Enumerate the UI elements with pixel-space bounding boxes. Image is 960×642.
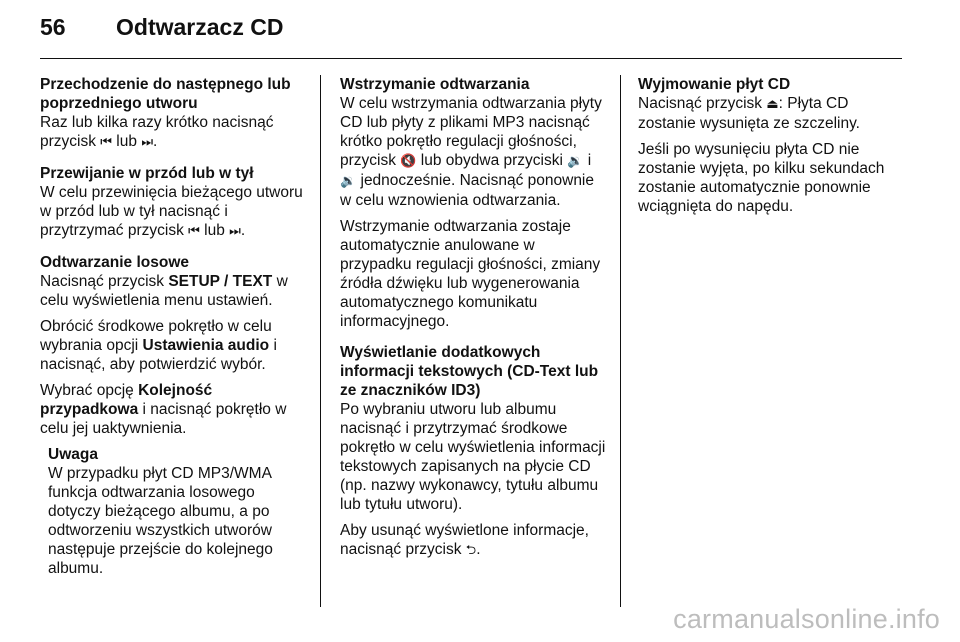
section-additional-text-info: [340, 343, 608, 560]
section-heading: Przechodzenie do następnego lub poprzedniego utworu: [40, 76, 291, 112]
note-text: W przypadku płyt CD MP3/WMA funkcja odtwarzania losowego dotyczy bieżącego albumu, a po odtworzeniu wszystkich utworów następuje przejście do kolejnego albumu.: [48, 465, 273, 577]
text: lub: [112, 133, 142, 150]
text: Nacisnąć przycisk: [40, 273, 169, 290]
text: lub: [199, 222, 230, 239]
text: Aby usunąć wyświetlone informacje, nacisnąć przycisk: [340, 522, 589, 558]
text: Obrócić środkowe pokrętło w celu wybrania opcji: [40, 318, 272, 354]
text: Nacisnąć przycisk: [638, 95, 767, 112]
text: i: [583, 152, 592, 169]
column-2: [340, 75, 608, 572]
volume-icon: 🔉: [567, 154, 584, 169]
section-fast-forward-rewind: [40, 164, 306, 241]
note-heading: Uwaga: [48, 446, 98, 463]
skip-back-icon: ⏮: [100, 135, 112, 150]
paragraph: [40, 272, 306, 310]
skip-back-icon: ⏮: [188, 224, 200, 239]
text: .: [240, 222, 246, 239]
column-divider-1: [320, 75, 321, 607]
paragraph: [340, 94, 608, 210]
text: i nacisnąć pokrętło w celu jej uaktywnienia.: [40, 401, 287, 437]
section-eject-cd: [638, 75, 902, 216]
paragraph: [638, 94, 902, 133]
skip-forward-icon: ⏭: [141, 135, 154, 150]
section-heading: Odtwarzanie losowe: [40, 254, 190, 271]
paragraph: [40, 317, 306, 374]
paragraph: [40, 113, 306, 152]
text: lub obydwa przyciski: [416, 152, 568, 169]
header-divider: [40, 58, 902, 59]
section-heading: Wyświetlanie dodatkowych informacji tekstowych (CD-Text lub ze znaczników ID3): [340, 344, 599, 399]
column-divider-2: [620, 75, 621, 607]
section-pause-playback: [340, 75, 608, 331]
paragraph: Po wybraniu utworu lub albumu nacisnąć i przytrzymać środkowe pokrętło w celu wyświetlenia informacji tekstowych zapisanych na płycie CD (np. nazwy wykonawcy, tytułu albumu lub tytułu utworu).: [340, 401, 606, 513]
setup-text-button-label: SETUP / TEXT: [168, 273, 273, 290]
section-next-previous-track: [40, 75, 306, 152]
back-icon: ⮌: [465, 543, 477, 558]
text: Wybrać opcję: [40, 382, 139, 399]
column-1: [40, 75, 306, 590]
column-3: [638, 75, 902, 228]
skip-forward-icon: ⏭: [229, 224, 241, 239]
note-box: [48, 445, 306, 578]
audio-settings-option: Ustawienia audio: [142, 337, 270, 354]
section-heading: Wyjmowanie płyt CD: [638, 76, 791, 93]
mute-icon: 🔇: [400, 154, 417, 169]
text: w celu wyświetlenia menu ustawień.: [40, 273, 288, 309]
section-heading: Wstrzymanie odtwarzania: [340, 76, 530, 93]
text: W celu wstrzymania odtwarzania płyty CD lub płyty z plikami MP3 nacisnąć krótko pokrętło regulacji głośności, przycisk: [340, 95, 602, 169]
random-order-option: Kolejność przypadkowa: [40, 382, 213, 418]
watermark: carmanualsonline.info: [673, 604, 940, 634]
paragraph: Wstrzymanie odtwarzania zostaje automatycznie anulowane w przypadku regulacji głośności, zmiany źródła dźwięku lub wygenerowania automatycznego komunikatu informacyjnego.: [340, 218, 601, 330]
paragraph: [40, 183, 306, 241]
text: .: [153, 133, 158, 150]
page-title: Odtwarzacz CD: [116, 14, 284, 40]
paragraph: Jeśli po wysunięciu płyta CD nie zostanie wyjęta, po kilku sekundach zostanie automatycznie ponownie wciągnięta do napędu.: [638, 141, 885, 215]
text: : Płyta CD zostanie wysunięta ze szczeliny.: [638, 95, 860, 132]
text: jednocześnie. Nacisnąć ponownie w celu wznowienia odtwarzania.: [340, 172, 595, 209]
paragraph: [340, 521, 608, 560]
eject-icon: ⏏: [766, 97, 779, 112]
paragraph: [40, 381, 306, 438]
volume-icon: 🔉: [340, 174, 357, 189]
text: i nacisnąć, aby potwierdzić wybór.: [40, 337, 277, 373]
page-number: 56: [40, 14, 66, 40]
section-heading: Przewijanie w przód lub w tył: [40, 165, 254, 182]
text: W celu przewinięcia bieżącego utworu w przód lub w tył nacisnąć i przytrzymać przycisk: [40, 184, 303, 239]
text: Raz lub kilka razy krótko nacisnąć przycisk: [40, 114, 274, 150]
section-random-playback: [40, 253, 306, 578]
text: .: [476, 541, 481, 558]
